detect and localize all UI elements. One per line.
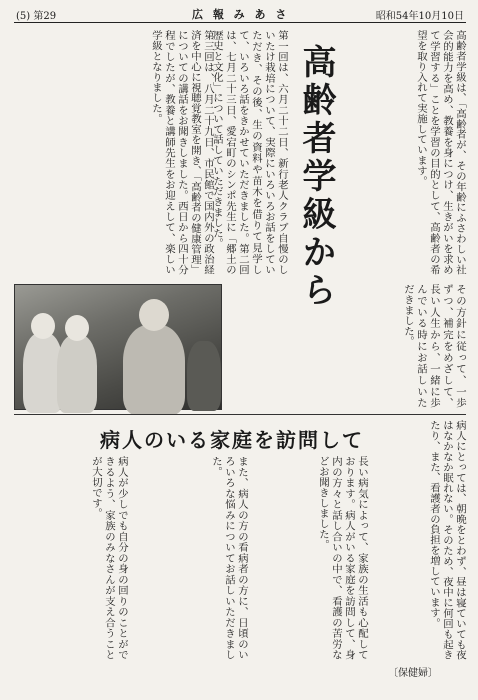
- article2-column-3: また、病人の方の看病者の方に、日頃のいろいろな悩みについてお話しいただきました。: [210, 456, 248, 660]
- article1-column-2: 第一回は、六月二十二日、新行老人クラブ自慢のしいたけ栽培について、実際にいろいろお話をしていただき、その後、生の資料や苗木を借りて見学して、いろいろ話をきかせていただきました。第二回は、七月二十三日、愛宕町のシンポ先生に「郷土の歴史と文化」について話していただきました。: [211, 30, 288, 275]
- photo-elderly-group: [14, 284, 222, 410]
- article2-credit: 〔保健婦〕: [388, 668, 438, 679]
- article-title-home-visit: 病人のいる家庭を訪問して: [100, 428, 364, 452]
- article2-column-4: 病人が少しでも自分の身の回りのことができるよう、家族のみなさんが支え合うことが大切です。: [90, 456, 128, 660]
- article2-column-2: 長い病気によって、家族の生活も心配しております。病人がいる家庭を訪問して、身内の方々と話し合いの中で、看護の苦労などお聞きしました。: [317, 456, 368, 660]
- article1-column-1: 高齢者学級は、「高齢者が、その年齢にふさわしい社会的能力を高め、教養を身につけ、生きがいを求めて学習する」ことを学習の目的として、高齢者の希望を取り入れて実施しています。: [415, 30, 466, 275]
- page-number: (5) 第29: [16, 11, 57, 22]
- article2-column-1: 病人にとっては、朝晩をとわず、昼は寝ていても夜はなかなか眠れない。そのため、夜中に何回も起きたり、また、看護者の負担を増しています。: [428, 420, 466, 660]
- article-title-elderly-class: 高齢者学級から: [296, 44, 336, 310]
- issue-date: 昭和54年10月10日: [375, 11, 464, 22]
- page-header: [14, 4, 466, 23]
- article1-column-3: 第三回は、八月二十九日、市民館で国内外の政治経済を中心に視聴覚教室を開き、「高齢者の健康管理」についての講話をお聞きしました。西日から四十分程でしたが、教養と講師先生をお迎えして、楽しい学級となりました。: [150, 30, 214, 275]
- article1-column-lower: その方針に従って、一歩ずつ、補完をめざして、長い人生から、一緒に歩んでいる時にお話しいただきました。: [402, 284, 466, 408]
- masthead: 広 報 み あ さ: [192, 8, 290, 21]
